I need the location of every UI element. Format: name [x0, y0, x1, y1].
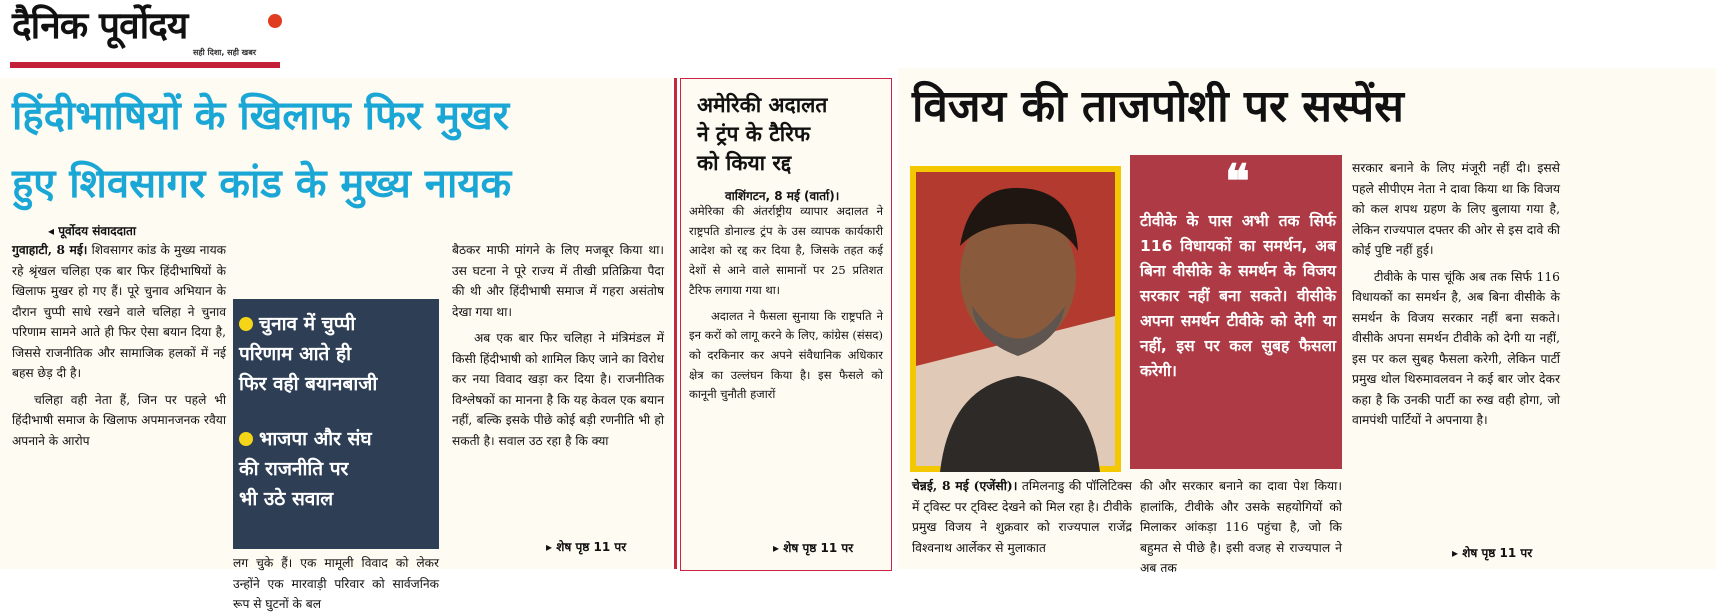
bullet-icon — [239, 432, 253, 446]
story3-col1: चेन्नई, 8 मई (एजेंसी)। तमिलनाडु की पॉलिटिक्स में ट्विस्ट पर ट्विस्ट देखने को मिल रहा है। टीवीके प्रमुख विजय ने शुक्रवार को राज्यपाल राजेंद्र विश्वनाथ आर्लेकर से मुलाकात — [912, 478, 1132, 555]
highlight-point-2: भाजपा और संघ की राजनीति पर भी उठे सवाल — [239, 428, 372, 510]
story3-col3 — [1352, 158, 1560, 431]
bullet-icon — [239, 317, 253, 331]
story2-headline: अमेरिकी अदालत ने ट्रंप के टैरिफ को किया रद्द — [697, 93, 828, 175]
column-divider — [674, 78, 677, 569]
quote-box — [1130, 155, 1342, 469]
story1-col3 — [452, 240, 664, 451]
story3-dateline: चेन्नई, 8 मई (एजेंसी)। — [912, 478, 1018, 493]
story2-body — [689, 202, 883, 405]
story1-col3-para2: अब एक बार फिर चलिहा ने मंत्रिमंडल में किसी हिंदीभाषी को शामिल किए जाने का विरोध कर नया विवाद खड़ा कर दिया है। राजनीतिक विश्लेषकों का मानना है कि यह केवल एक बयान नहीं, बल्कि इसके पीछे कोई बड़ी रणनीति भी हो सकती है। सवाल उठ रहा है कि क्या — [452, 331, 665, 448]
newspaper-logo: दैनिक पूर्वोदय — [12, 4, 188, 47]
story1-headline-line2: हुए शिवसागर कांड के मुख्य नायक — [12, 161, 512, 207]
story3-continued[interactable]: ▸ शेष पृष्ठ 11 पर — [1452, 546, 1533, 560]
story1-headline-line1: हिंदीभाषियों के खिलाफ फिर मुखर — [12, 93, 510, 139]
story1-byline: ◂ पूर्वोदय संवाददाता — [48, 224, 137, 238]
logo-dot-icon — [268, 14, 282, 28]
story3-col3-para2: टीवीके के पास चूंकि अब तक सिर्फ 116 विधायकों का समर्थन है, अब बिना वीसीके के समर्थन के विजय सरकार नहीं बना सकते। वीसीके अपना समर्थन टीवीके को देगी या नहीं, इस पर कल सुबह फैसला करेगी, लेकिन पार्टी प्रमुख थोल थिरुमावलवन ने कई बार जोर देकर कहा है कि उनकी पार्टी का रुख वही होगा, जो वामपंथी पार्टियों ने अपनाया है। — [1352, 269, 1560, 427]
byline-arrow-icon: ◂ — [48, 224, 59, 238]
continue-arrow-icon: ▸ — [546, 540, 557, 554]
story2-para1: अमेरिका की अंतर्राष्ट्रीय व्यापार अदालत ने राष्ट्रपति डोनाल्ड ट्रंप के उस व्यापक कार्यकारी आदेश को रद्द कर दिया है, जिसके तहत कई देशों से आने वाले सामानों पर 25 प्रतिशत टैरिफ लगाया गया था। — [689, 204, 884, 297]
story1-col1-para2: चलिहा वही नेता हैं, जिन पर पहले भी हिंदीभाषी समाज के खिलाफ अपमानजनक रवैया अपनाने के आरोप — [12, 392, 226, 448]
story1-highlight-box — [233, 299, 439, 549]
story3-col3-para1: सरकार बनाने के लिए मंजूरी नहीं दी। इससे पहले सीपीएम नेता ने दावा किया था कि विजय को कल शपथ ग्रहण के लिए बुलाया गया है, लेकिन राज्यपाल दफ्तर की ओर से इस दावे की कोई पुष्टि नहीं हुई। — [1352, 161, 1560, 257]
story-hindi-speakers — [0, 78, 672, 611]
continue-arrow-icon: ▸ — [773, 541, 784, 555]
story2-continued[interactable]: ▸ शेष पृष्ठ 11 पर — [773, 541, 854, 555]
story1-col3-para1: बैठकर माफी मांगने के लिए मजबूर किया था। उस घटना ने पूरे राज्य में तीखी प्रतिक्रिया पैदा की थी और हिंदीभाषी समाज में गहरा असंतोष देखा गया था। — [452, 243, 664, 319]
highlight-point-1: चुनाव में चुप्पी परिणाम आते ही फिर वही बयानबाजी — [239, 313, 378, 395]
portrait-image — [910, 166, 1121, 472]
quote-text: टीवीके के पास अभी तक सिर्फ 116 विधायकों का समर्थन, अब बिना वीसीके के समर्थन के विजय सरकार नहीं बना सकते। वीसीके अपना समर्थन टीवीके को देगी या नहीं, इस पर कल सुबह फैसला करेगी। — [1140, 212, 1336, 380]
story1-continued[interactable]: ▸ शेष पृष्ठ 11 पर — [546, 540, 627, 554]
masthead-tagline: सही दिशा, सही खबर — [193, 48, 257, 57]
masthead-rule — [10, 62, 280, 68]
story1-dateline: गुवाहाटी, 8 मई। — [12, 243, 88, 257]
quote-icon: ❝ — [1225, 154, 1250, 208]
story1-col1-para1: गुवाहाटी, 8 मई। शिवसागर कांड के मुख्य नायक रहे श्रृंखल चलिहा एक बार फिर हिंदीभाषियों के खिलाफ मुखर हो गए हैं। पूरे चुनाव अभियान के दौरान चुप्पी साधे रखने वाले चलिहा ने चुनाव परिणाम सामने आते ही फिर ऐसा बयान दिया है, जिससे राजनीतिक और सामाजिक हलकों में नई बहस छेड़ दी है। — [12, 243, 227, 380]
story3-col2: की और सरकार बनाने का दावा पेश किया। हालांकि, टीवीके और उसके सहयोगियों को मिलाकर आंकड़ा 116 पहुंचा है, जो कि बहुमत से पीछे है। इसी वजह से राज्यपाल ने अब तक — [1140, 479, 1342, 575]
story2-dateline: वाशिंगटन, 8 मई (वार्ता)। — [725, 189, 840, 203]
story3-headline: विजय की ताजपोशी पर सस्पेंस — [912, 81, 1404, 132]
masthead — [0, 0, 275, 66]
story-us-court-tariff — [680, 78, 892, 571]
story2-para2: अदालत ने फैसला सुनाया कि राष्ट्रपति ने इन करों को लागू करने के लिए, कांग्रेस (संसद) को दरकिनार कर अपने संवैधानिक अधिकार क्षेत्र का उल्लंघन किया है। इस फैसले को कानूनी चुनौती हजारों — [689, 308, 884, 402]
story1-col1 — [12, 240, 226, 451]
continue-arrow-icon: ▸ — [1452, 546, 1463, 560]
story1-col2-bottom: लग चुके हैं। एक मामूली विवाद को लेकर उन्होंने एक मारवाड़ी परिवार को सार्वजनिक रूप से घुटनों के बल — [233, 556, 439, 611]
vijay-photo — [910, 166, 1121, 472]
